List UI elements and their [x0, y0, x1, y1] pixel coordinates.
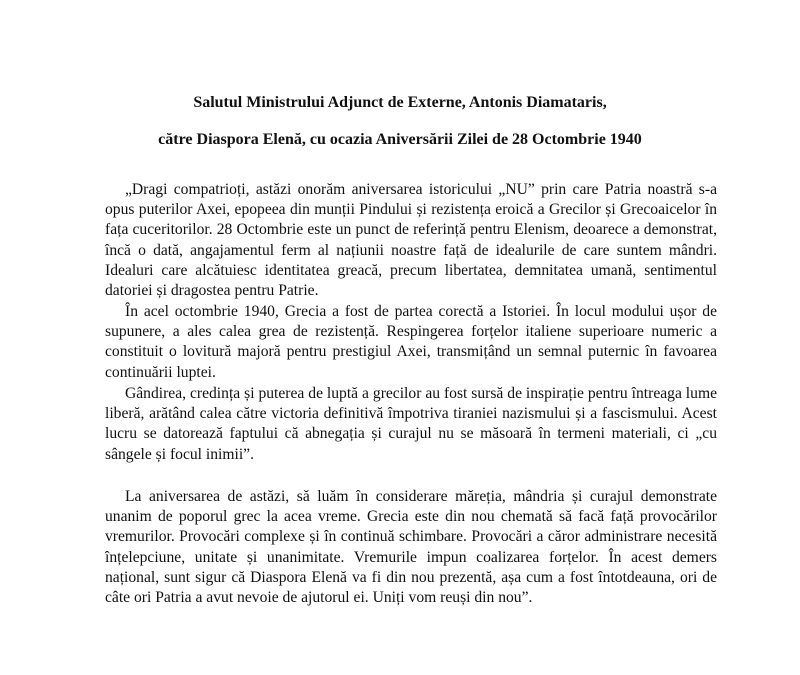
paragraph-4: La aniversarea de astăzi, să luăm în considerare măreția, mândria și curajul demonstrate unanim de poporul grec la acea vreme. Grecia este din nou chemată să facă față provocărilor vremurilor. Provocări complexe și în continuă schimbare. Provocări a căror administrare necesită înțelepciune, unitate și unanimitate. Vremurile impun coalizarea forțelor. În acest demers național, sunt sigur că Diaspora Elenă va fi din nou prezentă, așa cum a fost întotdeauna, ori de câte ori Patria a avut nevoie de ajutorul ei. Uniți vom reuși din nou”. — [105, 488, 717, 607]
paragraph-2: În acel octombrie 1940, Grecia a fost de partea corectă a Istoriei. În locul modului ușor de supunere, a ales calea grea de rezistență. Respingerea forțelor italiene superioare numeric a constituit o lovitură majoră pentru prestigiul Axei, transmițând un semnal puternic în favoarea continuării luptei. — [105, 303, 717, 381]
document-title-line-1: Salutul Ministrului Adjunct de Externe, Antonis Diamataris, — [193, 94, 607, 111]
document-title-line-2: către Diaspora Elenă, cu ocazia Aniversării Zilei de 28 Octombrie 1940 — [158, 131, 642, 148]
paragraph-3: Gândirea, credința și puterea de luptă a grecilor au fost sursă de inspirație pentru întreaga lume liberă, arătând calea către victoria definitivă împotriva tiraniei nazismului și a fascismului. Acest lucru se datorează faptului că abnegația și curajul nu se măsoară în termeni materiali, ci „cu sângele și focul inimii”. — [105, 385, 717, 463]
paragraph-1: „Dragi compatrioți, astăzi onorăm aniversarea istoricului „NU” prin care Patria noastră s-a opus puterilor Axei, epopeea din munții Pindului și rezistența eroică a Grecilor și Grecoaicelor în fața cuceritorilor. 28 Octombrie este un punct de referință pentru Elenism, deoarece a demonstrat, încă o dată, angajamentul ferm al națiunii noastre față de idealurile de care suntem mândri. Idealuri care alcătuiesc identitatea greacă, precum libertatea, demnitatea umană, sentimentul datoriei și dragostea pentru Patrie. — [105, 181, 717, 300]
